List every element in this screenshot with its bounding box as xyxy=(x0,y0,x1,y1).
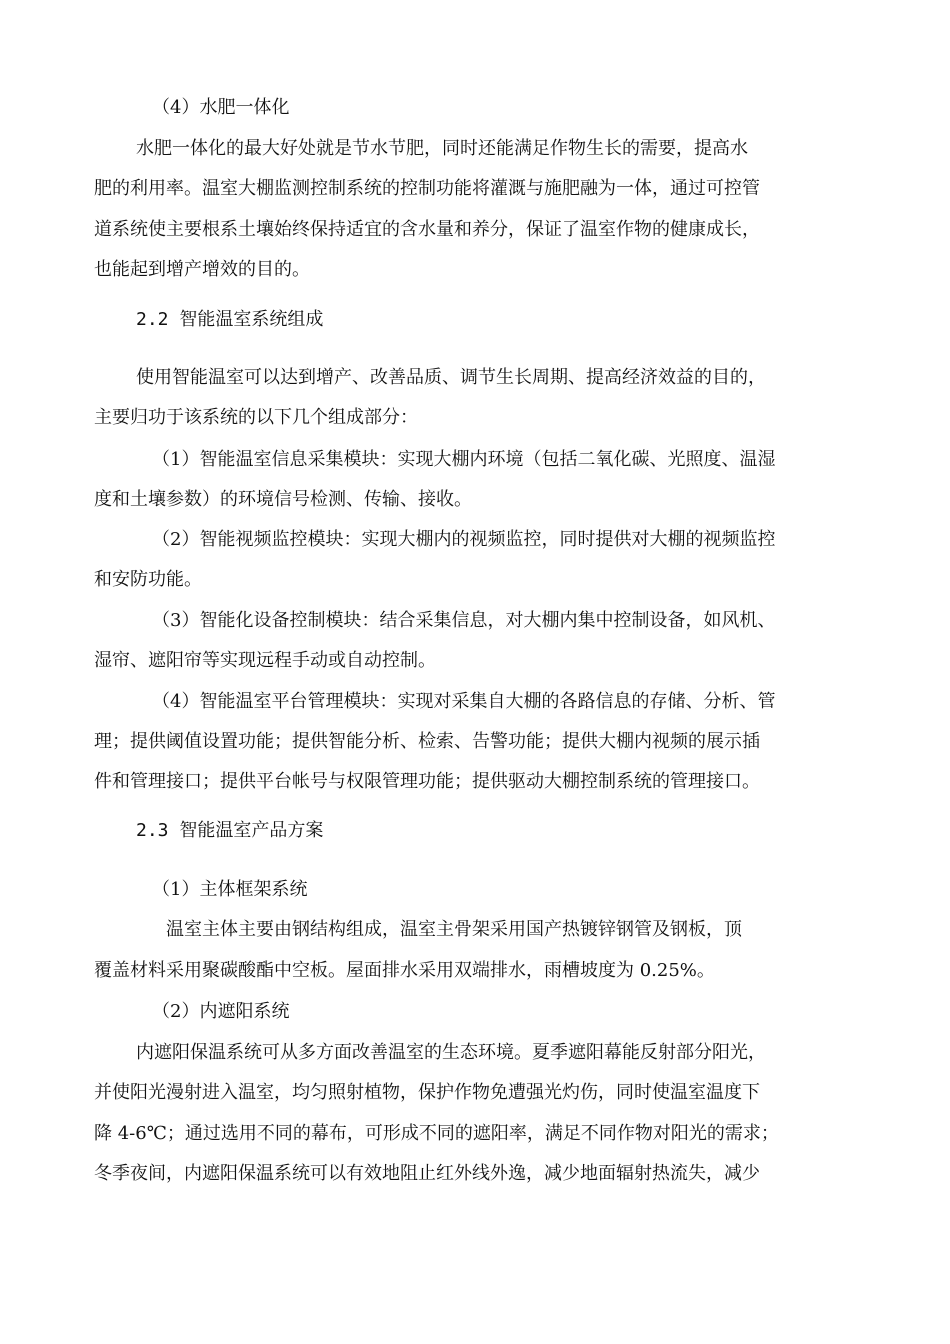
list-item-2-line: 和安防功能。 xyxy=(94,569,202,590)
paragraph-line: 内遮阳保温系统可从多方面改善温室的生态环境。夏季遮阳幕能反射部分阳光， xyxy=(136,1042,766,1063)
list-item-1-line: 度和土壤参数）的环境信号检测、传输、接收。 xyxy=(94,489,472,510)
paragraph-line: 道系统使主要根系土壤始终保持适宜的含水量和养分，保证了温室作物的健康成长， xyxy=(94,219,760,240)
paragraph-line: 并使阳光漫射进入温室，均匀照射植物，保护作物免遭强光灼伤，同时使温室温度下 xyxy=(94,1082,760,1103)
paragraph-line: 水肥一体化的最大好处就是节水节肥，同时还能满足作物生长的需要，提高水 xyxy=(136,138,748,159)
paragraph-line: 降 4-6℃；通过选用不同的幕布，可形成不同的遮阳率，满足不同作物对阳光的需求； xyxy=(94,1123,779,1144)
paragraph-line: 主要归功于该系统的以下几个组成部分： xyxy=(94,407,418,428)
list-item-3-line: 湿帘、遮阳帘等实现远程手动或自动控制。 xyxy=(94,650,436,671)
section-heading-2-3: 2.3 智能温室产品方案 xyxy=(136,820,324,841)
list-item-3-line: （3）智能化设备控制模块：结合采集信息，对大棚内集中控制设备，如风机、 xyxy=(152,610,776,631)
paragraph-line: 覆盖材料采用聚碳酸酯中空板。屋面排水采用双端排水，雨槽坡度为 0.25%。 xyxy=(94,960,715,981)
paragraph-line: 温室主体主要由钢结构组成，温室主骨架采用国产热镀锌钢管及钢板，顶 xyxy=(166,919,742,940)
section-heading-2-2: 2.2 智能温室系统组成 xyxy=(136,309,324,330)
list-item-4-line: （4）智能温室平台管理模块：实现对采集自大棚的各路信息的存储、分析、管 xyxy=(152,691,776,712)
heading-main-frame: （1）主体框架系统 xyxy=(152,879,308,900)
paragraph-line: 使用智能温室可以达到增产、改善品质、调节生长周期、提高经济效益的目的， xyxy=(136,367,766,388)
list-item-2-line: （2）智能视频监控模块：实现大棚内的视频监控，同时提供对大棚的视频监控 xyxy=(152,529,776,550)
list-item-4-line: 件和管理接口；提供平台帐号与权限管理功能；提供驱动大棚控制系统的管理接口。 xyxy=(94,771,760,792)
heading-water-fertilizer: （4）水肥一体化 xyxy=(152,97,290,118)
paragraph-line: 冬季夜间，内遮阳保温系统可以有效地阻止红外线外逸，减少地面辐射热流失，减少 xyxy=(94,1163,760,1184)
paragraph-line: 也能起到增产增效的目的。 xyxy=(94,259,310,280)
list-item-4-line: 理；提供阈值设置功能；提供智能分析、检索、告警功能；提供大棚内视频的展示插 xyxy=(94,731,760,752)
heading-inner-shade: （2）内遮阳系统 xyxy=(152,1001,290,1022)
list-item-1-line: （1）智能温室信息采集模块：实现大棚内环境（包括二氧化碳、光照度、温湿 xyxy=(152,449,776,470)
paragraph-line: 肥的利用率。温室大棚监测控制系统的控制功能将灌溉与施肥融为一体，通过可控管 xyxy=(94,178,760,199)
